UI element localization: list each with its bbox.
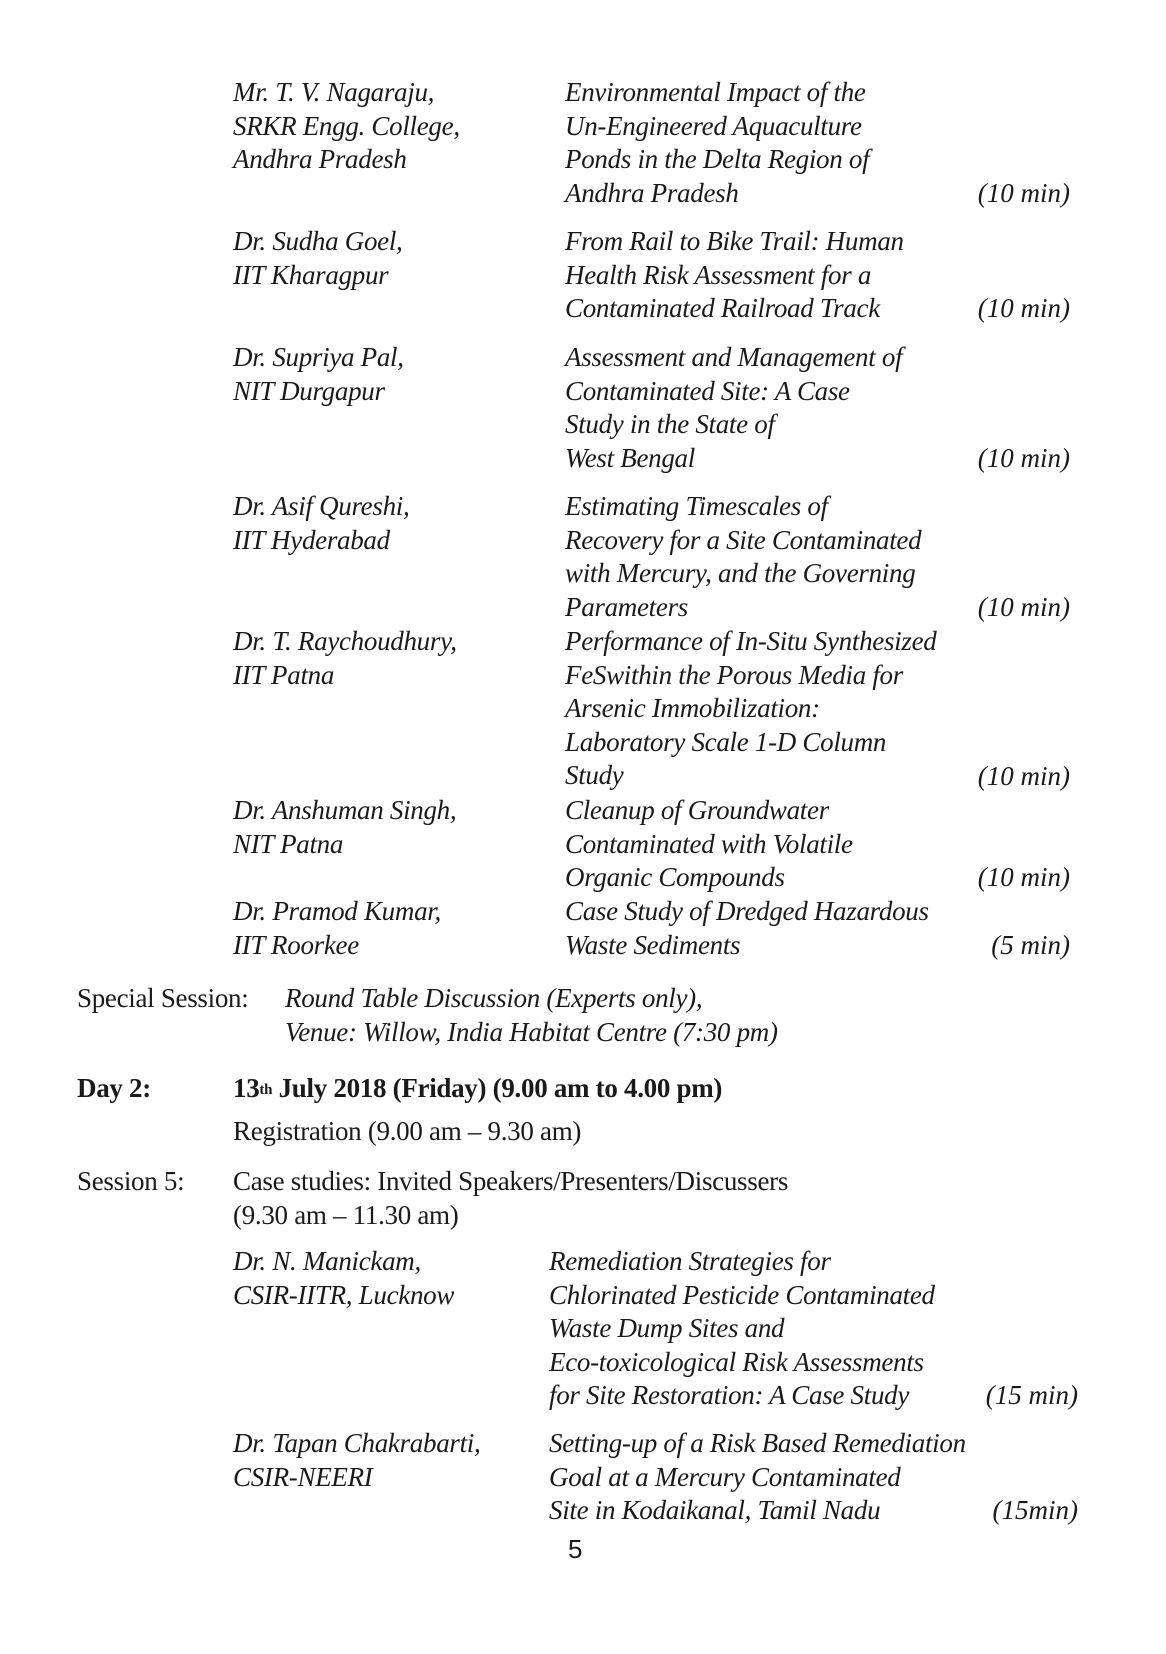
talk-duration: (5 min) (991, 930, 1070, 960)
title-line: Cleanup of Groundwater (565, 795, 829, 825)
date-rest: July 2018 (Friday) (9.00 am to 4.00 pm) (272, 1073, 723, 1103)
speaker-affiliation: CSIR-NEERI (233, 1461, 373, 1492)
speaker-name: Dr. T. Raychoudhury, (233, 626, 457, 656)
session5-label: Session 5: (77, 1166, 185, 1196)
title-line: Arsenic Immobilization: (565, 693, 820, 723)
title-line: Case Study of Dredged Hazardous (565, 896, 929, 926)
date-suffix: th (259, 1082, 273, 1098)
title-line: Study in the State of (565, 409, 775, 439)
date-day: 13 (233, 1073, 260, 1103)
speaker-affiliation: NIT Durgapur (233, 375, 385, 406)
speaker-affiliation: NIT Patna (233, 828, 344, 859)
talk-duration: (15 min) (985, 1380, 1078, 1410)
title-line: Chlorinated Pesticide Contaminated (549, 1279, 935, 1310)
title-line: From Rail to Bike Trail: Human (565, 226, 904, 256)
speaker-affiliation: IIT Patna (233, 659, 335, 690)
special-session-line1: Round Table Discussion (Experts only), (285, 983, 703, 1013)
speaker-affiliation: IIT Hyderabad (233, 524, 390, 555)
title-line: Study (565, 760, 624, 790)
speaker (233, 625, 457, 692)
speaker (233, 794, 456, 861)
title-line: with Mercury, and the Governing (565, 558, 916, 588)
speaker (233, 490, 409, 557)
title-line: Laboratory Scale 1-D Column (565, 726, 887, 757)
talk-title (565, 625, 936, 793)
speaker-name: Dr. N. Manickam, (233, 1246, 421, 1276)
title-line: Goal at a Mercury Contaminated (549, 1461, 901, 1492)
talk-duration: (15min) (992, 1495, 1078, 1525)
title-line: Ponds in the Delta Region of (565, 144, 870, 174)
title-line: FeSwithin the Porous Media for (565, 659, 903, 690)
page-number: 5 (568, 1534, 583, 1564)
title-line: Setting-up of a Risk Based Remediation (549, 1428, 966, 1458)
talk-duration: (10 min) (977, 862, 1070, 892)
talk-duration: (10 min) (977, 592, 1070, 622)
title-line: Health Risk Assessment for a (565, 259, 872, 290)
speaker-name: Dr. Pramod Kumar, (233, 896, 441, 926)
title-line: Eco-toxicological Risk Assessments (549, 1346, 924, 1377)
speaker (233, 1245, 454, 1312)
speaker-name: Mr. T. V. Nagaraju, (233, 77, 435, 107)
talk-title (565, 341, 902, 475)
speaker-name: Dr. Tapan Chakrabarti, (233, 1428, 481, 1458)
title-line: Contaminated Railroad Track (565, 293, 880, 323)
title-line: West Bengal (565, 442, 695, 473)
speaker-affiliation: CSIR-IITR, Lucknow (233, 1279, 455, 1310)
talk-title (565, 794, 853, 895)
talk-duration: (10 min) (977, 178, 1070, 208)
speaker (233, 895, 441, 962)
speaker-name: Dr. Supriya Pal, (233, 342, 404, 372)
title-line: Remediation Strategies for (549, 1246, 831, 1276)
talk-duration: (10 min) (977, 761, 1070, 791)
speaker-affiliation: IIT Kharagpur (233, 259, 389, 290)
special-session-label: Special Session: (77, 983, 249, 1013)
day2-date (233, 1072, 722, 1105)
speaker (233, 76, 460, 177)
talk-title (565, 76, 869, 210)
talk-title (565, 490, 921, 624)
speaker-affiliation: SRKR Engg. College, (233, 110, 460, 141)
title-line: Contaminated Site: A Case (565, 375, 850, 406)
talk-title (565, 895, 929, 962)
title-line: Estimating Timescales of (565, 491, 828, 521)
special-session-line2: Venue: Willow, India Habitat Centre (7:30 pm) (285, 1017, 778, 1047)
title-line: Parameters (565, 591, 688, 622)
speaker-name: Dr. Asif Qureshi, (233, 491, 410, 521)
title-line: Environmental Impact of the (565, 77, 866, 107)
title-line: Waste Dump Sites and (549, 1313, 785, 1343)
speaker (233, 1427, 480, 1494)
talk-title (549, 1427, 966, 1528)
title-line: Assessment and Management of (565, 342, 903, 372)
speaker-name: Dr. Anshuman Singh, (233, 795, 457, 825)
talk-title (549, 1245, 935, 1413)
title-line: Un-Engineered Aquaculture (565, 110, 862, 141)
session5-line1: Case studies: Invited Speakers/Presenters/Discussers (233, 1166, 789, 1196)
title-line: Waste Sediments (565, 929, 741, 960)
speaker-affiliation: IIT Roorkee (233, 929, 359, 960)
title-line: Site in Kodaikanal, Tamil Nadu (549, 1495, 881, 1525)
speaker-affiliation: Andhra Pradesh (233, 144, 407, 174)
title-line: for Site Restoration: A Case Study (549, 1380, 910, 1410)
speaker (233, 341, 404, 408)
title-line: Performance of In-Situ Synthesized (565, 626, 937, 656)
title-line: Andhra Pradesh (565, 177, 739, 208)
talk-title (565, 225, 904, 326)
title-line: Contaminated with Volatile (565, 828, 853, 859)
talk-duration: (10 min) (977, 293, 1070, 323)
title-line: Recovery for a Site Contaminated (565, 524, 922, 555)
day2-label: Day 2: (77, 1073, 151, 1103)
session5-line2: (9.30 am – 11.30 am) (233, 1200, 459, 1230)
title-line: Organic Compounds (565, 862, 785, 892)
speaker (233, 225, 403, 292)
registration: Registration (9.00 am – 9.30 am) (233, 1116, 582, 1146)
talk-duration: (10 min) (977, 443, 1070, 473)
speaker-name: Dr. Sudha Goel, (233, 226, 403, 256)
